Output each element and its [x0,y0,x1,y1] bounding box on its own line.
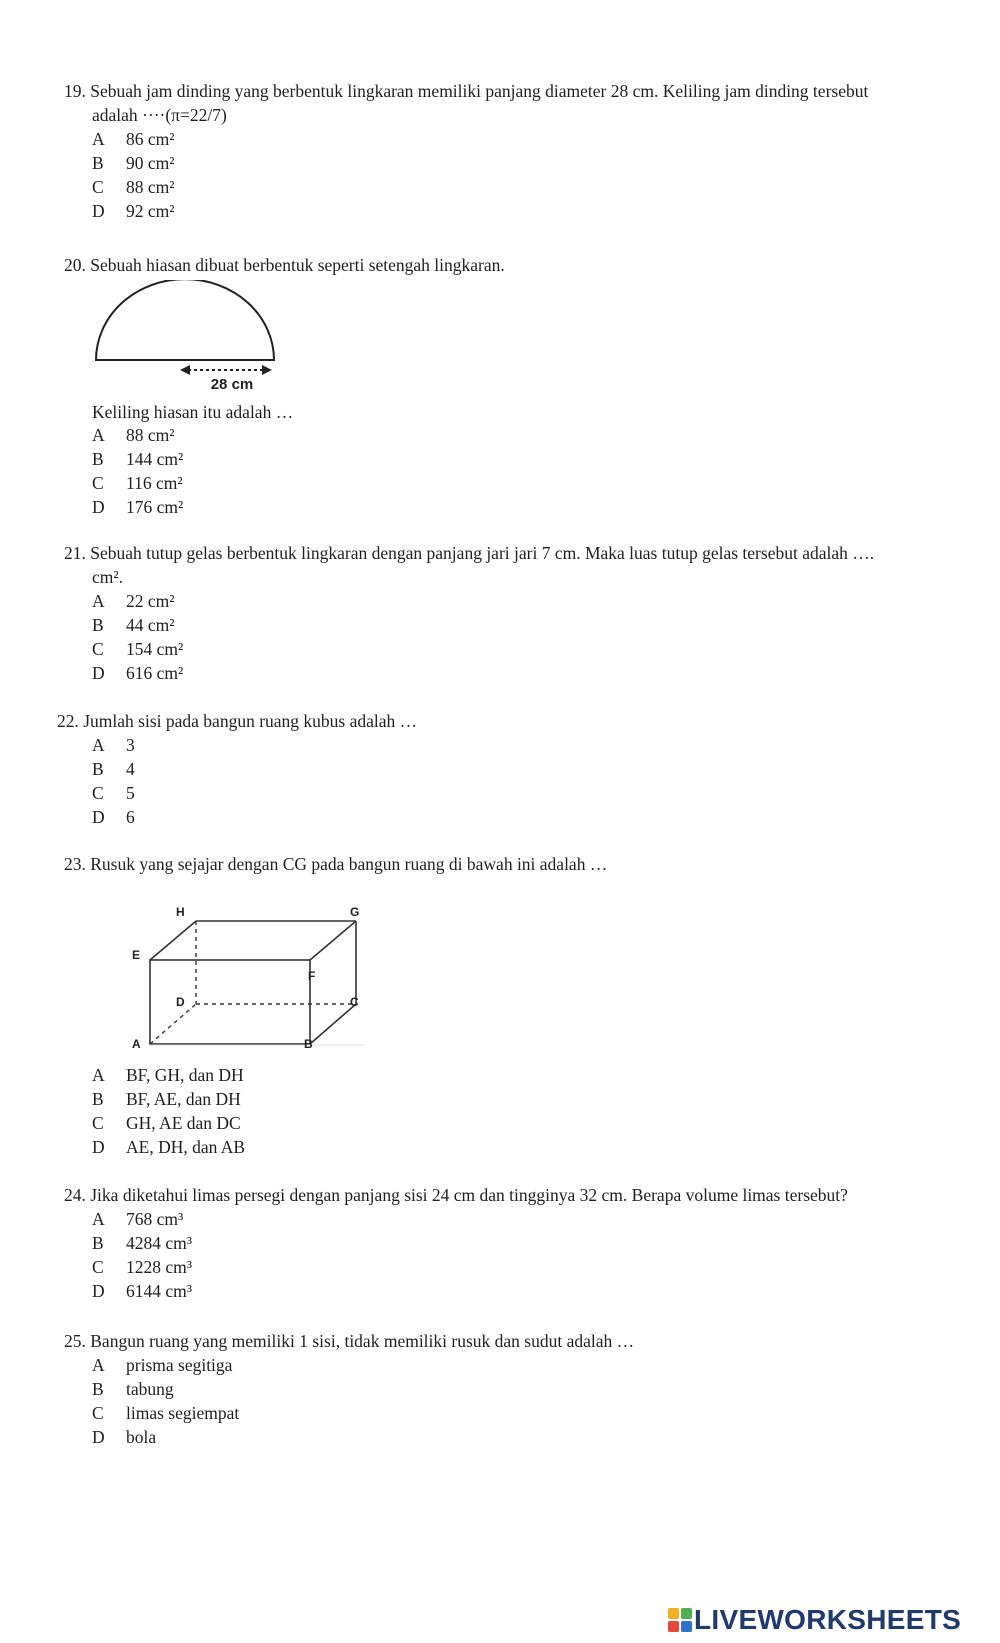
q19-option-b[interactable]: B 90 cm² [92,153,175,173]
edge-EH [150,921,196,960]
q20-option-b[interactable]: B 144 cm² [92,449,184,469]
q20-sub-stem: Keliling hiasan itu adalah … [92,402,294,422]
q20-option-c[interactable]: C 116 cm² [92,473,183,493]
q19-stem-line2: adalah ····(π=22/7) [92,105,227,125]
q23-option-c[interactable]: C GH, AE dan DC [92,1113,241,1133]
q24-option-d[interactable]: D 6144 cm³ [92,1281,193,1301]
q21-option-a[interactable]: A 22 cm² [92,591,175,611]
q21-stem-line2: cm². [92,567,124,587]
vertex-label-c: C [350,995,359,1009]
semicircle-figure [88,280,288,392]
logo-square-2 [681,1608,692,1619]
vertex-label-h: H [176,905,185,919]
logo-square-3 [668,1621,679,1632]
vertex-label-a: A [132,1037,141,1050]
semicircle-shape [96,280,274,360]
q22-option-a[interactable]: A 3 [92,735,135,755]
edge-BC [310,1004,356,1044]
edge-AD-hidden [150,1004,196,1044]
liveworksheets-logo-icon [668,1608,692,1632]
q24-option-a[interactable]: A 768 cm³ [92,1209,184,1229]
q24-option-c[interactable]: C 1228 cm³ [92,1257,193,1277]
q23-option-d[interactable]: D AE, DH, dan AB [92,1137,246,1157]
q20-stem: 20. Sebuah hiasan dibuat berbentuk seperti setengah lingkaran. [64,255,505,275]
vertex-label-g: G [350,905,360,919]
left-arrowhead [180,365,190,375]
vertex-label-e: E [132,948,141,962]
q19-option-d[interactable]: D 92 cm² [92,201,175,221]
q21-stem-line1: 21. Sebuah tutup gelas berbentuk lingkaran dengan panjang jari jari 7 cm. Maka luas tutup gelas tersebut adalah …. [64,543,875,563]
q25-option-a[interactable]: A prisma segitiga [92,1355,233,1375]
q25-option-b[interactable]: B tabung [92,1379,174,1399]
q25-option-c[interactable]: C limas segiempat [92,1403,240,1423]
q23-option-b[interactable]: B BF, AE, dan DH [92,1089,241,1109]
brand-name: LIVEWORKSHEETS [694,1604,962,1635]
q19-option-c[interactable]: C 88 cm² [92,177,175,197]
q21-option-c[interactable]: C 154 cm² [92,639,184,659]
q20-option-d[interactable]: D 176 cm² [92,497,184,517]
q22-option-d[interactable]: D 6 [92,807,135,827]
q24-option-b[interactable]: B 4284 cm³ [92,1233,193,1253]
vertex-label-b: B [304,1037,313,1050]
q22-option-b[interactable]: B 4 [92,759,135,779]
q24-stem: 24. Jika diketahui limas persegi dengan panjang sisi 24 cm dan tingginya 32 cm. Berapa volume limas tersebut? [64,1185,848,1205]
vertex-label-f: F [308,969,316,983]
edge-FG [310,921,356,960]
q21-option-d[interactable]: D 616 cm² [92,663,184,683]
cuboid-figure [128,900,388,1050]
logo-square-4 [681,1621,692,1632]
q19-option-a[interactable]: A 86 cm² [92,129,175,149]
q21-option-b[interactable]: B 44 cm² [92,615,175,635]
q25-stem: 25. Bangun ruang yang memiliki 1 sisi, tidak memiliki rusuk dan sudut adalah … [64,1331,635,1351]
q22-stem: 22. Jumlah sisi pada bangun ruang kubus adalah … [57,711,418,731]
q23-option-a[interactable]: A BF, GH, dan DH [92,1065,244,1085]
vertex-label-d: D [176,995,185,1009]
liveworksheets-brand [668,1604,961,1636]
q20-option-a[interactable]: A 88 cm² [92,425,175,445]
diameter-label: 28 cm [210,376,254,392]
q23-stem: 23. Rusuk yang sejajar dengan CG pada bangun ruang di bawah ini adalah … [64,854,608,874]
right-arrowhead [262,365,272,375]
q22-option-c[interactable]: C 5 [92,783,135,803]
front-face [150,960,310,1044]
logo-square-1 [668,1608,679,1619]
q25-option-d[interactable]: D bola [92,1427,157,1447]
q19-stem-line1: 19. Sebuah jam dinding yang berbentuk lingkaran memiliki panjang diameter 28 cm. Keliling jam dinding tersebut [64,81,869,101]
